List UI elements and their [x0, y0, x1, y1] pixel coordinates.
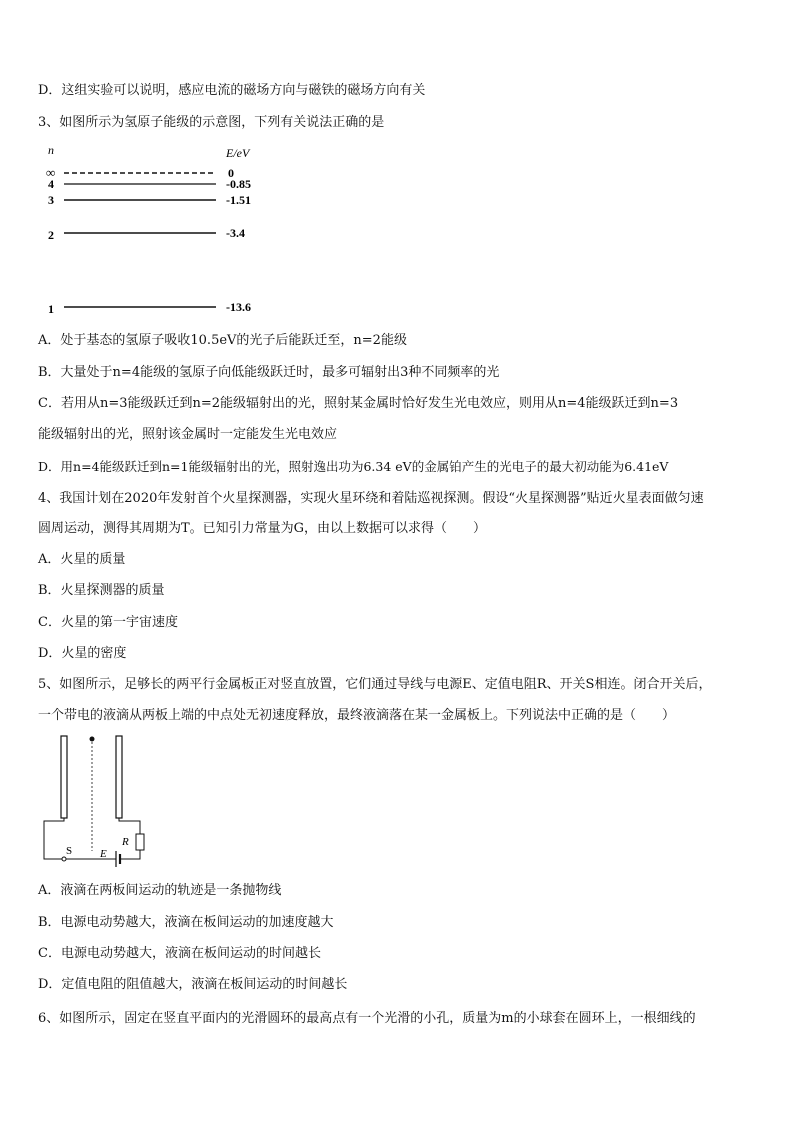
level-n-4: 4	[48, 177, 54, 191]
q5-option-b: B．电源电动势越大，液滴在板间运动的加速度越大	[38, 915, 334, 930]
q5-option-c: C．电源电动势越大，液滴在板间运动的时间越长	[38, 946, 321, 961]
right-metal-plate	[116, 736, 122, 818]
q6-stem-line1: 6、如图所示，固定在竖直平面内的光滑圆环的最高点有一个光滑的小孔，质量为m的小球套在圆环上，一根细线的	[38, 1011, 696, 1026]
level-e-4: -0.85	[226, 177, 251, 191]
switch-terminal	[62, 857, 66, 861]
q5-option-d: D．定值电阻的阻值越大，液滴在板间运动的时间越长	[38, 977, 348, 992]
level-n-inf: ∞	[46, 165, 56, 180]
left-wire	[44, 818, 64, 859]
droplet	[90, 737, 95, 742]
energy-level-diagram	[38, 142, 298, 322]
q3-option-a: A．处于基态的氢原子吸收10.5eV的光子后能跃迁至，n=2能级	[38, 333, 407, 348]
q3-stem: 3、如图所示为氢原子能级的示意图，下列有关说法正确的是	[38, 115, 385, 130]
q3-option-b: B．大量处于n=4能级的氢原子向低能级跃迁时，最多可辐射出3种不同频率的光	[38, 365, 500, 380]
n-axis-label: n	[48, 143, 54, 157]
battery-label: E	[100, 848, 107, 860]
level-n-1: 1	[48, 302, 54, 316]
right-upper-wire	[119, 818, 140, 834]
q5-option-a: A．液滴在两板间运动的轨迹是一条抛物线	[38, 883, 282, 898]
q4-option-b: B．火星探测器的质量	[38, 583, 165, 598]
q3-option-d: D．用n=4能级跃迁到n=1能级辐射出的光，照射逸出功为6.34 eV的金属铂产生的光电子的最大初动能为6.41eV	[38, 459, 669, 474]
right-wire	[120, 850, 140, 859]
q5-stem-line2: 一个带电的液滴从两板上端的中点处无初速度释放，最终液滴落在某一金属板上。下列说法中正确的是（ ）	[38, 708, 676, 723]
level-e-2: -3.4	[226, 226, 245, 240]
q4-option-a: A．火星的质量	[38, 552, 126, 567]
resistor-label: R	[122, 836, 129, 848]
q4-stem-line2: 圆周运动，测得其周期为T。已知引力常量为G，由以上数据可以求得（ ）	[38, 521, 487, 536]
switch-label: S	[66, 845, 73, 857]
q4-option-c: C．火星的第一宇宙速度	[38, 615, 178, 630]
level-n-3: 3	[48, 193, 54, 207]
resistor	[136, 834, 144, 850]
q4-option-d: D．火星的密度	[38, 646, 127, 661]
level-e-inf: 0	[228, 166, 234, 180]
level-n-2: 2	[48, 228, 54, 242]
q5-stem-line1: 5、如图所示，足够长的两平行金属板正对竖直放置，它们通过导线与电源E、定值电阻R、开关S相连。闭合开关后，	[38, 677, 712, 692]
energy-axis-label: E/eV	[226, 146, 250, 160]
q4-stem-line1: 4、我国计划在2020年发射首个火星探测器，实现火星环绕和着陆巡视探测。假设“火星探测器”贴近火星表面做匀速	[38, 491, 704, 506]
q2-option-d: D．这组实验可以说明，感应电流的磁场方向与磁铁的磁场方向有关	[38, 83, 426, 98]
level-e-3: -1.51	[226, 193, 251, 207]
left-metal-plate	[61, 736, 67, 818]
q3-option-c-line2: 能级辐射出的光，照射该金属时一定能发生光电效应	[38, 427, 338, 442]
level-e-1: -13.6	[226, 300, 251, 314]
circuit-diagram	[36, 733, 166, 873]
q3-option-c-line1: C．若用从n=3能级跃迁到n=2能级辐射出的光，照射某金属时恰好发生光电效应，则用从n=4能级跃迁到n=3	[38, 396, 679, 411]
